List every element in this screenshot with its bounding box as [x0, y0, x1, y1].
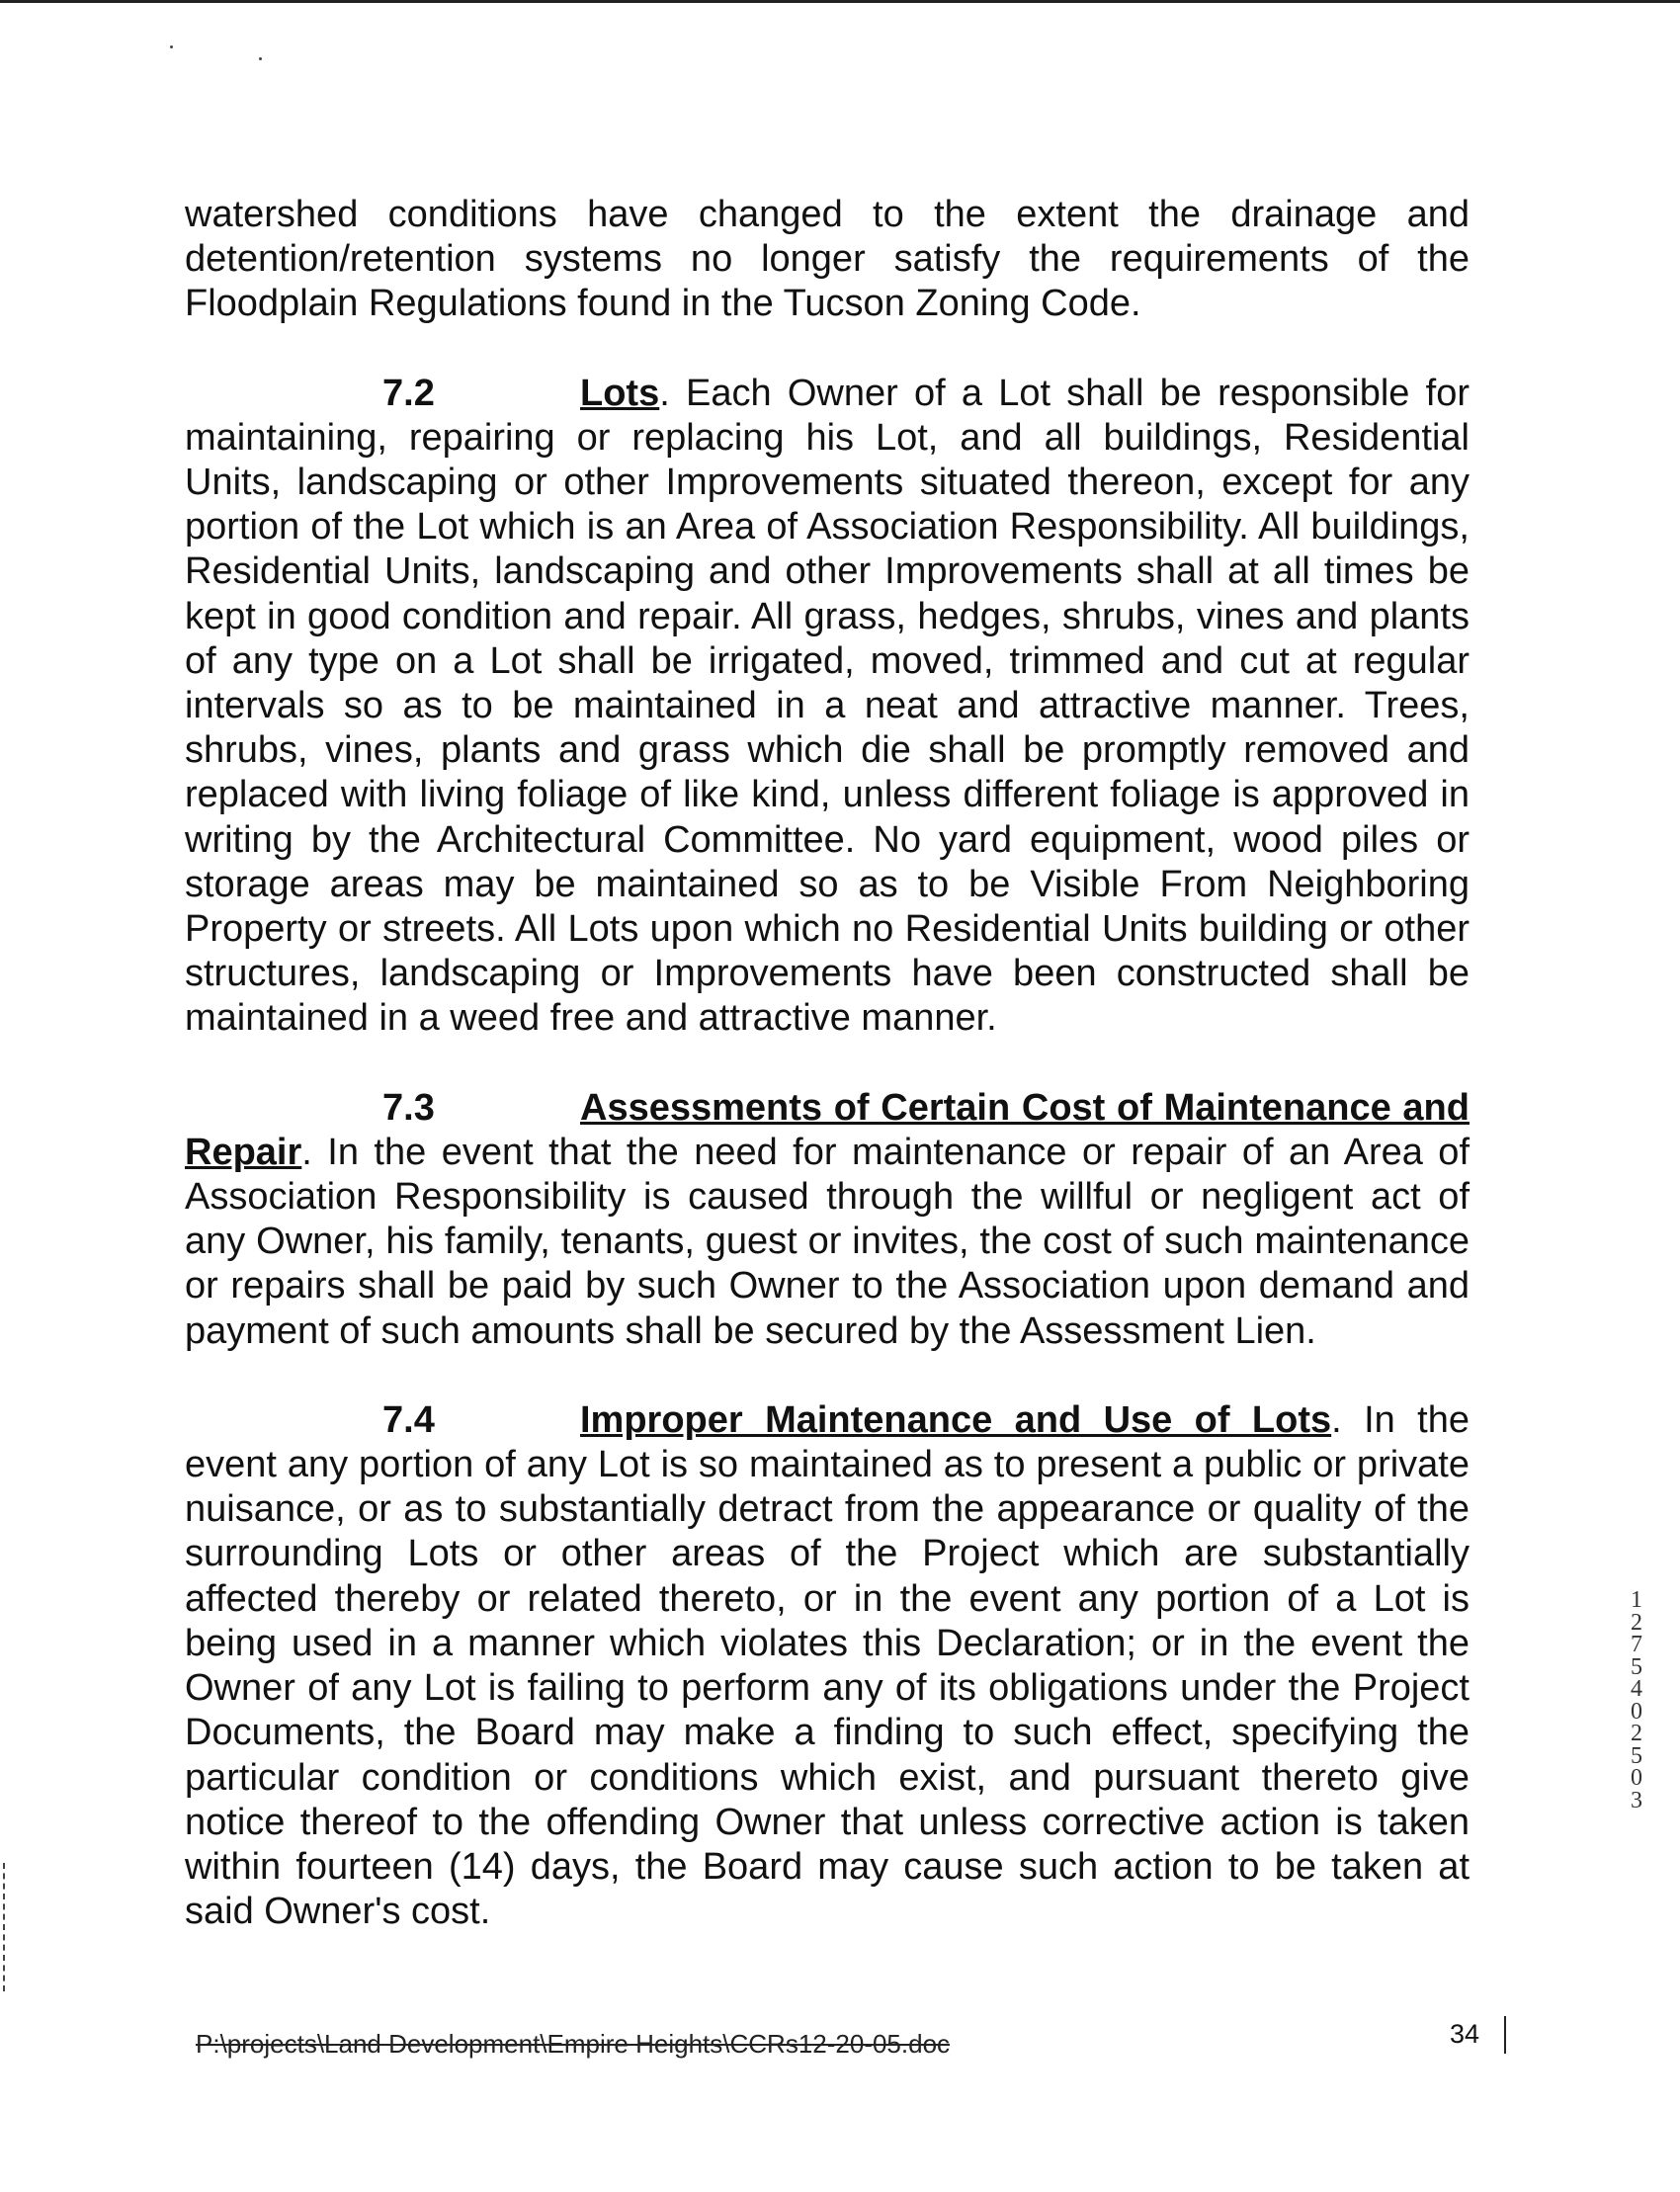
- section-number: 7.3: [382, 1086, 435, 1129]
- page-number: 34: [1450, 2019, 1480, 2049]
- scan-speck: [170, 45, 173, 48]
- section-title: Assessments of Certain Cost of Maintenance and Repair: [185, 1086, 1470, 1173]
- section-number: 7.4: [382, 1398, 435, 1441]
- scan-speck: [259, 57, 262, 60]
- section-7-4: [185, 1398, 1470, 1934]
- left-scan-edge: [3, 1863, 7, 1991]
- section-title: Improper Maintenance and Use of Lots: [580, 1398, 1332, 1441]
- section-body: . In the event any portion of any Lot is so maintained as to present a public or private nuisance, or as to substantially detract from the appearance or quality of the surrounding Lots or other areas of the Project which are substantially affected thereby or related thereto, or in the event any portion of a Lot is being used in a manner which violates this Declaration; or in the event the Owner of any Lot is failing to perform any of its obligations under the Project Documents, the Board may make a finding to such effect, specifying the particular condition or conditions which exist, and pursuant thereto give notice thereof to the offending Owner that unless corrective action is taken within fourteen (14) days, the Board may cause such action to be taken at said Owner's cost.: [185, 1398, 1470, 1933]
- section-7-3: [185, 1086, 1470, 1354]
- section-body: . In the event that the need for maintenance or repair of an Area of Association Responsibility is caused through the willful or negligent act of any Owner, his family, tenants, guest or invites, the cost of such maintenance or repairs shall be paid by such Owner to the Association upon demand and payment of such amounts shall be secured by the Assessment Lien.: [185, 1131, 1470, 1352]
- continued-paragraph: watershed conditions have changed to the extent the drainage and detention/retention systems no longer satisfy the requirements of the Floodplain Regulations found in the Tucson Zoning Code.: [185, 194, 1470, 325]
- section-title: Lots: [580, 372, 660, 414]
- footer-file-path: P:\projects\Land Development\Empire Heights\CCRs12-20-05.doc: [196, 2029, 951, 2059]
- page-number-bar: [1504, 2016, 1506, 2054]
- top-scan-rule: [0, 0, 1680, 3]
- section-number: 7.2: [382, 372, 435, 414]
- section-7-2: [185, 372, 1470, 1042]
- section-body: . Each Owner of a Lot shall be responsible for maintaining, repairing or replacing his Lot, and all buildings, Residential Units, landscaping or other Improvements situated thereon, except for any portion of the Lot which is an Area of Association Responsibility. All buildings, Residential Units, landscaping and other Improvements shall at all times be kept in good condition and repair. All grass, hedges, shrubs, vines and plants of any type on a Lot shall be irrigated, moved, trimmed and cut at regular intervals so as to be maintained in a neat and attractive manner. Trees, shrubs, vines, plants and grass which die shall be promptly removed and replaced with living foliage of like kind, unless different foliage is approved in writing by the Architectural Committee. No yard equipment, wood piles or storage areas may be maintained so as to be Visible From Neighboring Property or streets. All Lots upon which no Residential Units building or other structures, landscaping or Improvements have been constructed shall be maintained in a weed free and attractive manner.: [185, 372, 1470, 1040]
- document-body: [185, 193, 1470, 1934]
- recording-stamp: 12754 02503: [1631, 1587, 1642, 1813]
